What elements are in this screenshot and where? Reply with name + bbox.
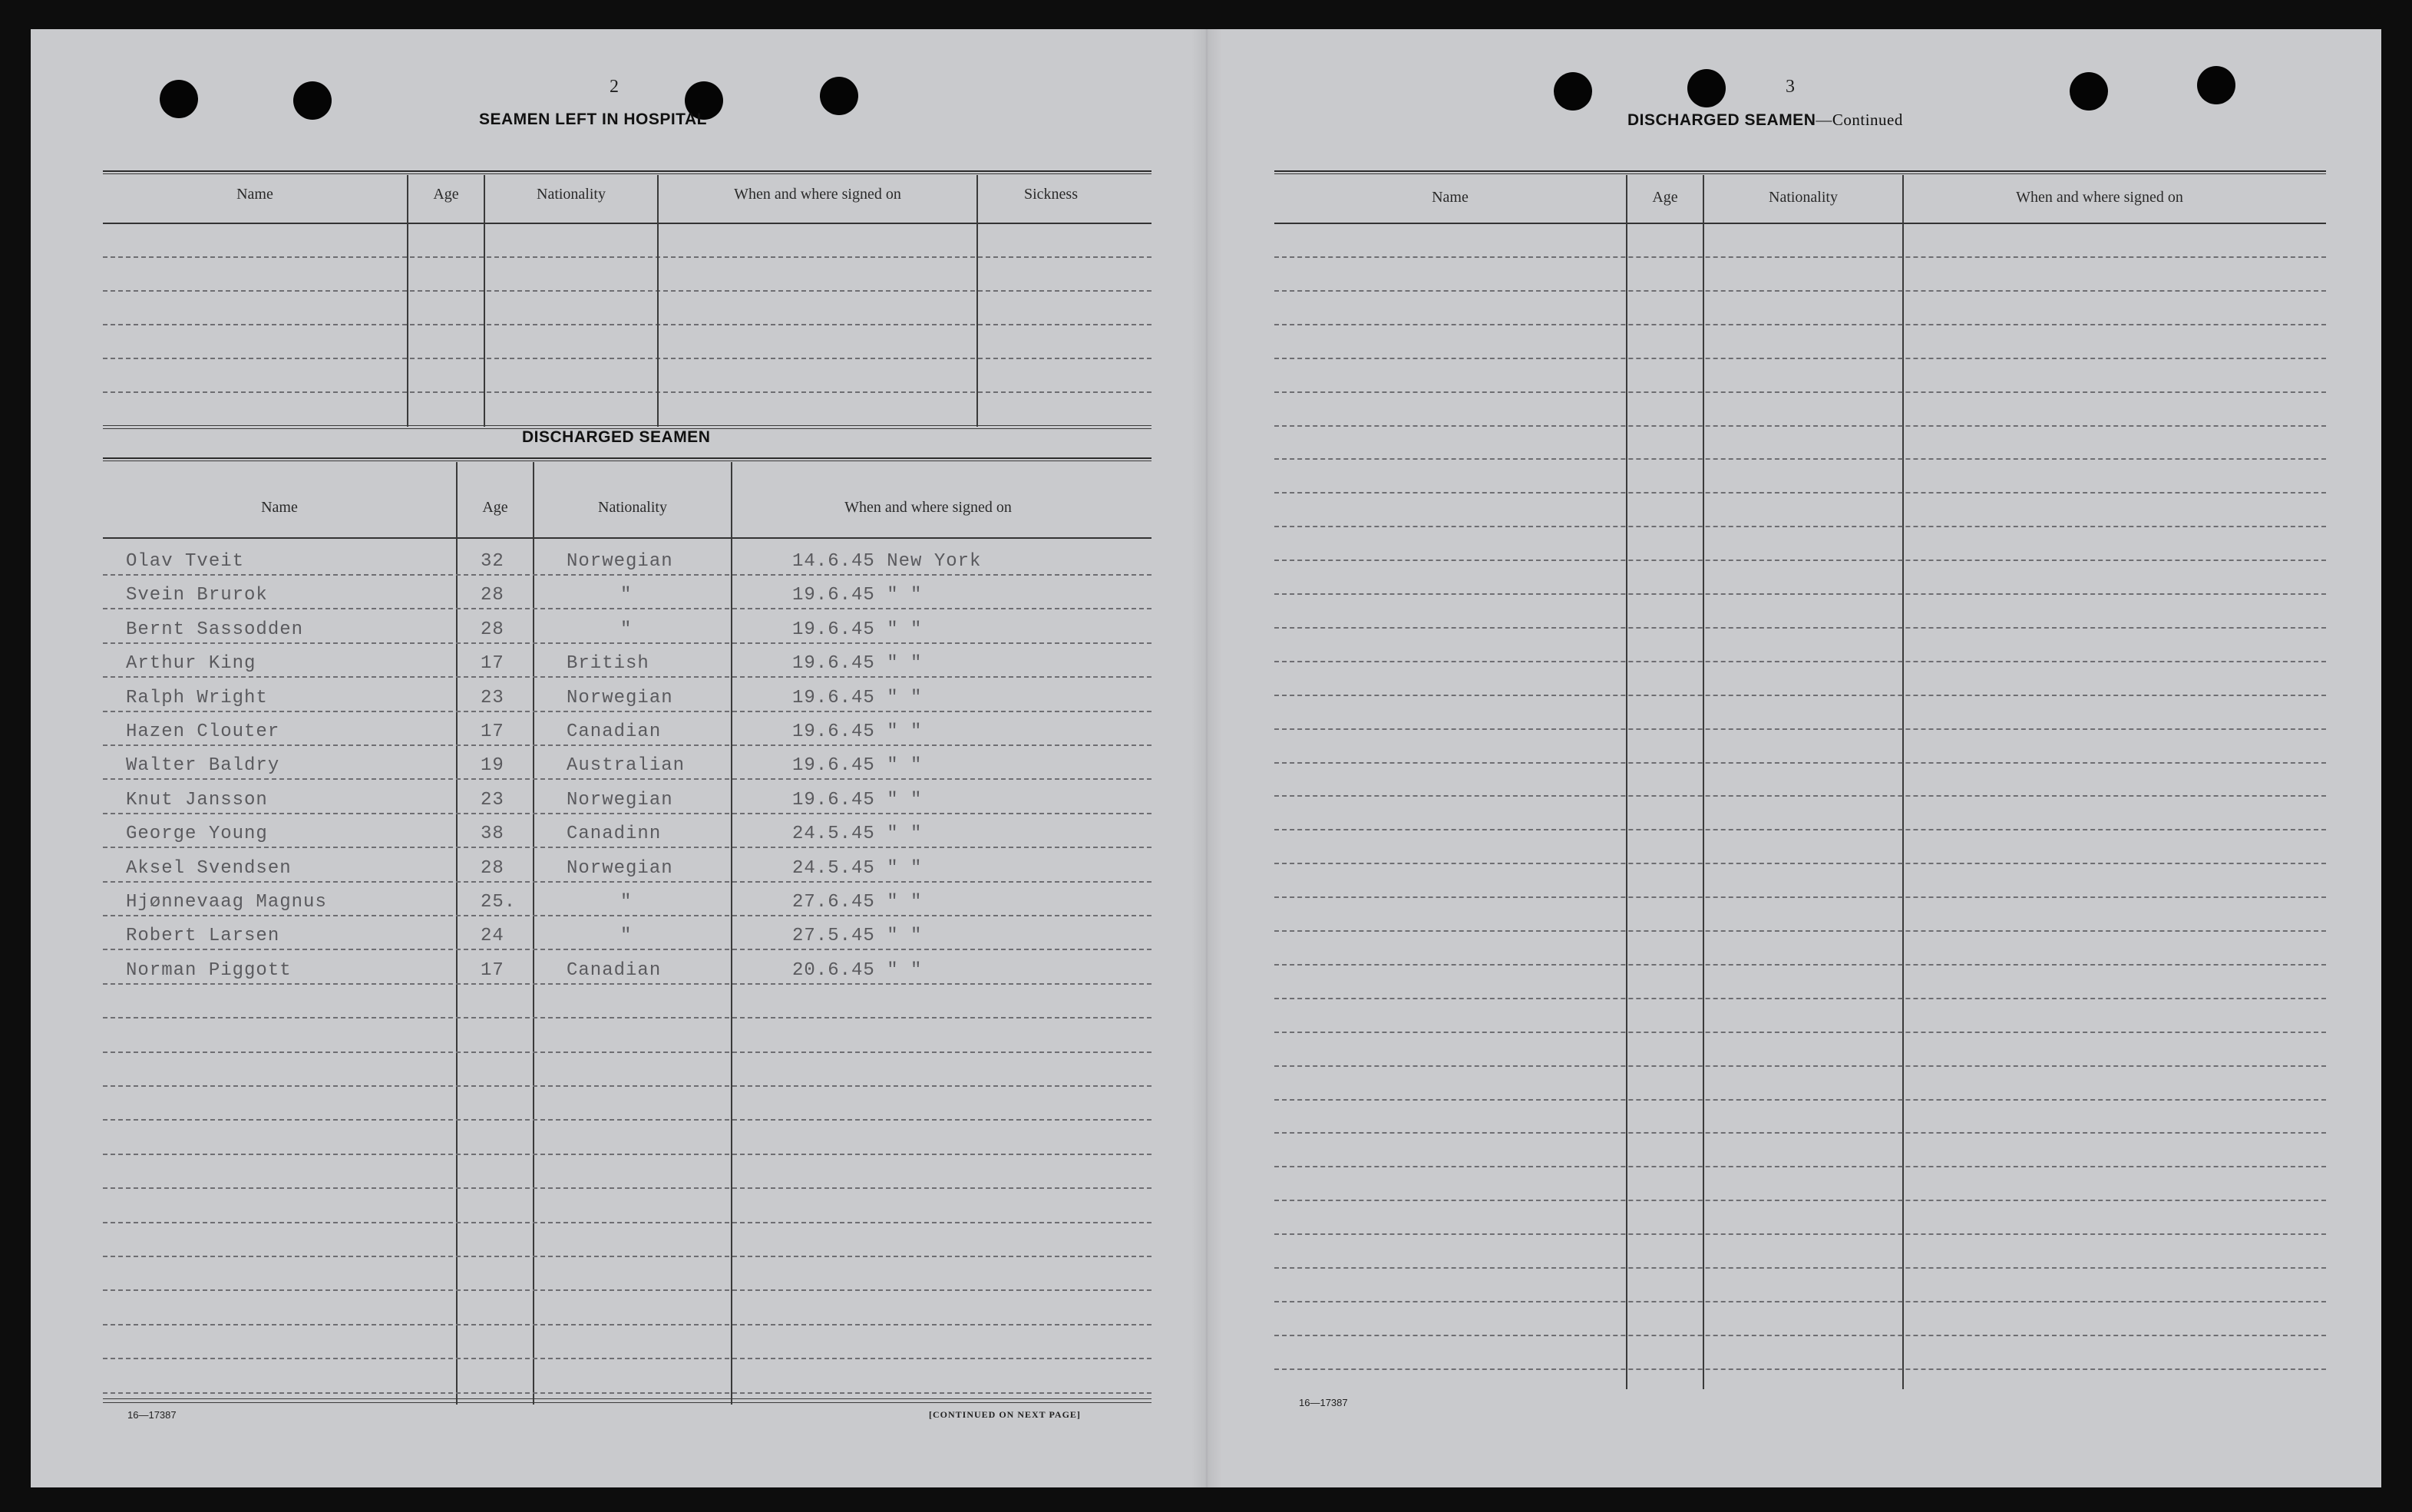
table-row	[103, 619, 1151, 642]
table-row	[103, 585, 1151, 608]
seaman-signed-on: 24.5.45 " "	[792, 857, 923, 879]
seaman-nationality: "	[620, 585, 633, 606]
seaman-age: 32	[481, 551, 504, 572]
seaman-age: 17	[481, 721, 504, 742]
continued-col-name: Name	[1432, 189, 1469, 206]
continued-col-nationality: Nationality	[1769, 189, 1838, 206]
seaman-signed-on: 19.6.45 " "	[792, 687, 923, 708]
table-row	[103, 790, 1151, 813]
seaman-age: 19	[481, 755, 504, 777]
discharged-col-nationality: Nationality	[598, 499, 667, 516]
table-row	[103, 858, 1151, 881]
punch-hole	[820, 77, 858, 115]
punch-hole	[160, 80, 198, 118]
hospital-table	[103, 141, 1151, 439]
seaman-name: Hazen Clouter	[126, 721, 280, 742]
seaman-signed-on: 14.6.45 New York	[792, 551, 982, 572]
punch-hole	[293, 81, 332, 120]
seaman-name: Norman Piggott	[126, 959, 292, 981]
continued-title-text: DISCHARGED SEAMEN	[1627, 111, 1816, 129]
punch-hole	[2197, 66, 2235, 104]
seaman-name: Arthur King	[126, 653, 256, 675]
table-row	[103, 551, 1151, 574]
seaman-age: 28	[481, 619, 504, 640]
manifest-sheet	[31, 29, 2381, 1487]
seaman-signed-on: 19.6.45 " "	[792, 721, 923, 742]
continued-title-suffix: —Continued	[1816, 111, 1903, 129]
page-number-right: 3	[1786, 77, 1795, 97]
seaman-signed-on: 20.6.45 " "	[792, 959, 923, 981]
discharged-col-name: Name	[261, 499, 298, 516]
seaman-nationality: Norwegian	[567, 857, 673, 879]
discharged-table	[103, 453, 1151, 1451]
hospital-col-age: Age	[433, 186, 459, 203]
seaman-nationality: Canadian	[567, 721, 662, 742]
seaman-name: Svein Brurok	[126, 585, 268, 606]
seaman-nationality: Norwegian	[567, 687, 673, 708]
seaman-nationality: Canadinn	[567, 824, 662, 845]
table-row	[103, 721, 1151, 744]
table-row	[103, 688, 1151, 711]
table-row	[103, 926, 1151, 949]
seaman-nationality: Australian	[567, 755, 686, 777]
seaman-age: 17	[481, 653, 504, 675]
seaman-nationality: "	[620, 892, 633, 913]
seaman-name: Bernt Sassodden	[126, 619, 304, 640]
seaman-signed-on: 19.6.45 " "	[792, 653, 923, 675]
seaman-name: Hjønnevaag Magnus	[126, 892, 327, 913]
hospital-col-name: Name	[236, 186, 273, 203]
page-number-left: 2	[610, 77, 619, 97]
seaman-nationality: Canadian	[567, 959, 662, 981]
seaman-name: Aksel Svendsen	[126, 857, 292, 879]
continued-col-age: Age	[1652, 189, 1678, 206]
table-row	[103, 892, 1151, 915]
seaman-signed-on: 19.6.45 " "	[792, 755, 923, 777]
continued-col-signed-on: When and where signed on	[2016, 189, 2183, 206]
seaman-nationality: "	[620, 926, 633, 947]
seaman-age: 28	[481, 585, 504, 606]
punch-hole	[2070, 72, 2108, 111]
continued-section-title	[1627, 111, 1903, 130]
continued-note: [CONTINUED ON NEXT PAGE]	[929, 1409, 1081, 1420]
seaman-nationality: "	[620, 619, 633, 640]
hospital-section-title: SEAMEN LEFT IN HOSPITAL	[479, 111, 707, 128]
seaman-age: 17	[481, 959, 504, 981]
seaman-age: 23	[481, 789, 504, 810]
table-row	[103, 653, 1151, 676]
table-row	[103, 755, 1151, 778]
table-row	[103, 824, 1151, 847]
seaman-age: 28	[481, 857, 504, 879]
seaman-name: Knut Jansson	[126, 789, 268, 810]
seaman-name: George Young	[126, 824, 268, 845]
hospital-col-sickness: Sickness	[1024, 186, 1078, 203]
punch-hole	[1554, 72, 1592, 111]
form-number-right: 16—17387	[1299, 1397, 1348, 1408]
discharged-col-signed-on: When and where signed on	[844, 499, 1012, 516]
page-fold	[1191, 29, 1222, 1487]
seaman-name: Walter Baldry	[126, 755, 280, 777]
seaman-signed-on: 24.5.45 " "	[792, 824, 923, 845]
seaman-nationality: Norwegian	[567, 789, 673, 810]
hospital-col-nationality: Nationality	[537, 186, 606, 203]
form-number-left: 16—17387	[127, 1409, 177, 1421]
seaman-age: 24	[481, 926, 504, 947]
table-row	[103, 960, 1151, 983]
seaman-age: 23	[481, 687, 504, 708]
seaman-age: 38	[481, 824, 504, 845]
hospital-col-signed-on: When and where signed on	[734, 186, 901, 203]
seaman-age: 25.	[481, 892, 517, 913]
seaman-nationality: British	[567, 653, 649, 675]
discharged-col-age: Age	[482, 499, 508, 516]
seaman-signed-on: 19.6.45 " "	[792, 619, 923, 640]
seaman-signed-on: 27.5.45 " "	[792, 926, 923, 947]
seaman-name: Robert Larsen	[126, 926, 280, 947]
seaman-nationality: Norwegian	[567, 551, 673, 572]
seaman-signed-on: 19.6.45 " "	[792, 789, 923, 810]
seaman-signed-on: 27.6.45 " "	[792, 892, 923, 913]
seaman-signed-on: 19.6.45 " "	[792, 585, 923, 606]
continued-table	[1274, 141, 2326, 1400]
punch-hole	[1687, 69, 1726, 107]
discharged-section-title: DISCHARGED SEAMEN	[522, 428, 711, 446]
seaman-name: Olav Tveit	[126, 551, 245, 572]
seaman-name: Ralph Wright	[126, 687, 268, 708]
